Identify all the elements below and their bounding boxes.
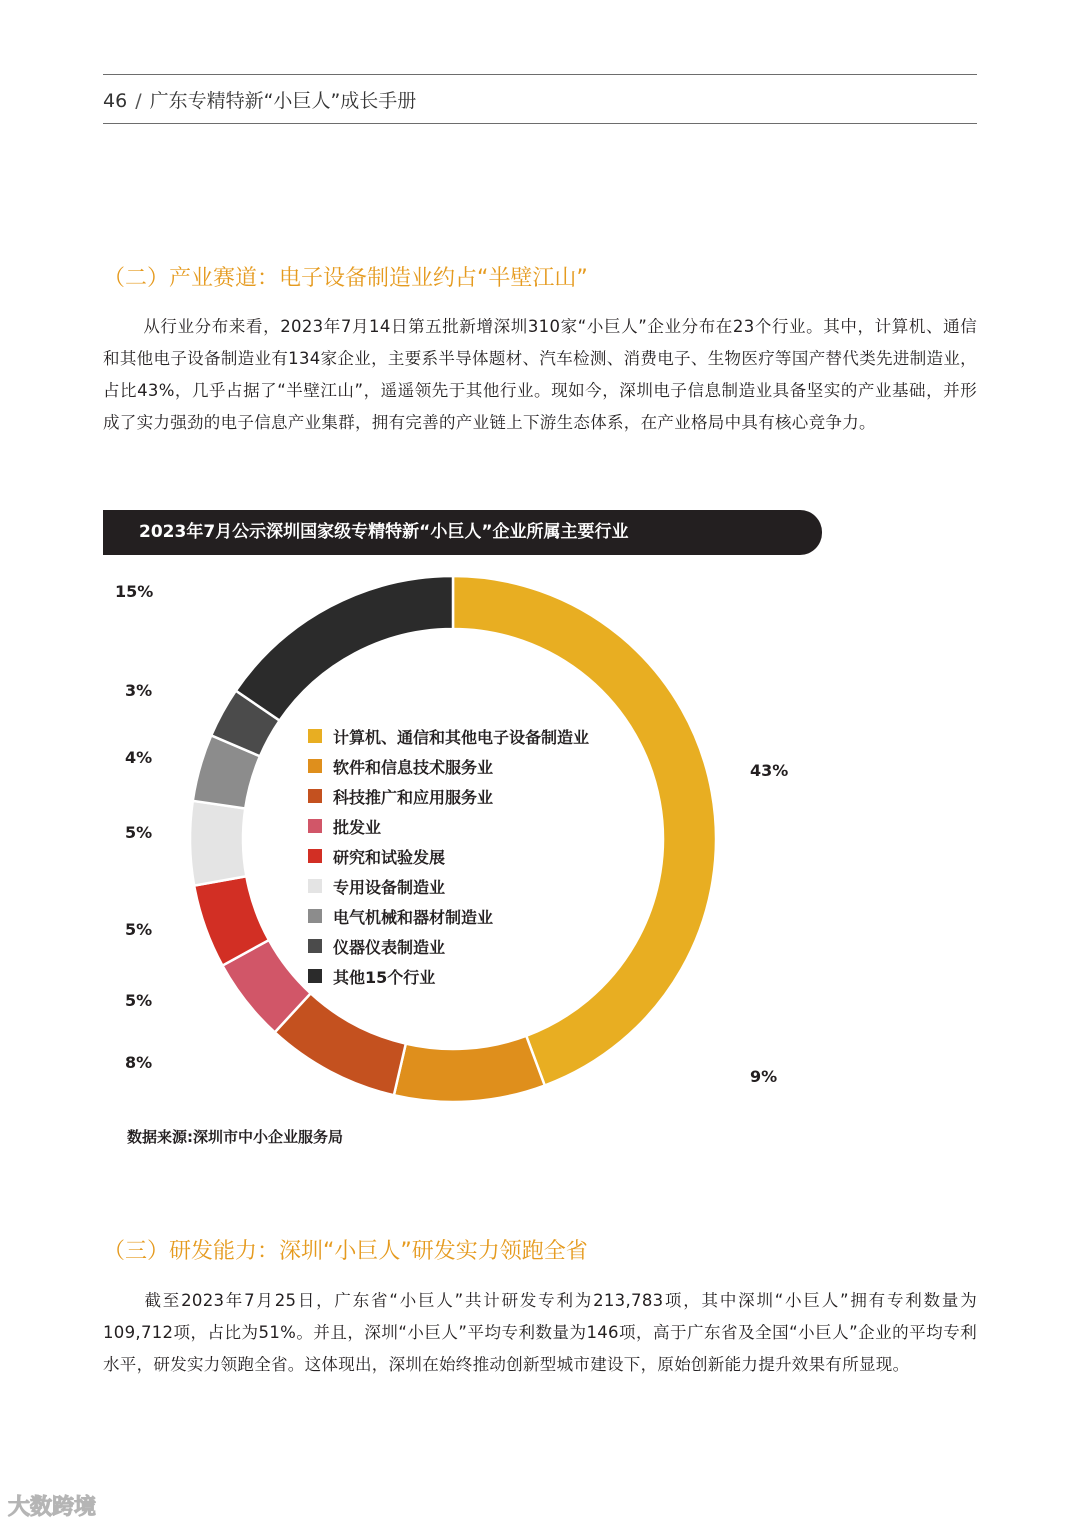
section-3-title: （三）研发能力：深圳“小巨人”研发实力领跑全省 <box>103 1239 588 1264</box>
legend-swatch <box>308 729 322 743</box>
book-title: 广东专精特新“小巨人”成长手册 <box>149 90 417 112</box>
pct-label-6: 4% <box>125 748 153 767</box>
header-separator: / <box>135 90 142 112</box>
legend-swatch <box>308 849 322 863</box>
legend-label: 计算机、通信和其他电子设备制造业 <box>333 727 590 747</box>
legend-item <box>308 871 589 901</box>
pct-label-0: 43% <box>750 761 789 780</box>
watermark: 大数跨境 <box>8 1495 97 1520</box>
legend-swatch <box>308 939 322 953</box>
legend-item <box>308 841 589 871</box>
pct-label-3: 5% <box>125 991 153 1010</box>
pct-label-4: 5% <box>125 920 153 939</box>
donut-slice-1 <box>394 1036 545 1102</box>
chart-legend <box>308 721 589 991</box>
section-3-body: 截至2023年7月25日，广东省“小巨人”共计研发专利为213,783项，其中深圳“小巨人”拥有专利数量为109,712项，占比为51%。并且，深圳“小巨人”平均专利数量为146项，高于广东省及全国“小巨人”企业的平均专利水平，研发实力领跑全省。这体现出，深圳在始终推动创新型城市建设下，原始创新能力提升效果有所显现。 <box>103 1291 977 1374</box>
pct-label-2: 8% <box>125 1053 153 1072</box>
legend-label: 电气机械和器材制造业 <box>333 907 494 927</box>
chart-source: 数据来源:深圳市中小企业服务局 <box>127 1128 344 1146</box>
legend-swatch <box>308 819 322 833</box>
section-2-body: 从行业分布来看，2023年7月14日第五批新增深圳310家“小巨人”企业分布在23个行业。其中，计算机、通信和其他电子设备制造业有134家企业，主要系半导体题材、汽车检测、消费电子、生物医疗等国产替代类先进制造业，占比43%，几乎占据了“半壁江山”，遥遥领先于其他行业。现如今，深圳电子信息制造业具备坚实的产业基础，并形成了实力强劲的电子信息产业集群，拥有完善的产业链上下游生态体系，在产业格局中具有核心竞争力。 <box>103 317 977 432</box>
legend-item <box>308 931 589 961</box>
legend-item <box>308 901 589 931</box>
pct-label-8: 15% <box>115 582 154 601</box>
legend-swatch <box>308 759 322 773</box>
legend-swatch <box>308 879 322 893</box>
donut-slice-5 <box>190 801 246 886</box>
legend-item <box>308 781 589 811</box>
pct-label-1: 9% <box>750 1067 778 1086</box>
legend-label: 科技推广和应用服务业 <box>333 787 494 807</box>
section-3-paragraph <box>103 1285 977 1381</box>
legend-swatch <box>308 789 322 803</box>
legend-item <box>308 751 589 781</box>
legend-item <box>308 961 589 991</box>
legend-item <box>308 721 589 751</box>
legend-swatch <box>308 909 322 923</box>
donut-slice-8 <box>236 576 453 721</box>
legend-label: 仪器仪表制造业 <box>333 937 446 957</box>
pct-label-7: 3% <box>125 681 153 700</box>
chart-title: 2023年7月公示深圳国家级专精特新“小巨人”企业所属主要行业 <box>103 510 822 555</box>
page-number: 46 <box>103 90 128 112</box>
legend-label: 软件和信息技术服务业 <box>333 757 494 777</box>
pct-label-5: 5% <box>125 823 153 842</box>
legend-label: 专用设备制造业 <box>333 877 446 897</box>
legend-label: 批发业 <box>333 817 382 837</box>
legend-label: 其他15个行业 <box>333 967 436 987</box>
section-2-title: （二）产业赛道：电子设备制造业约占“半壁江山” <box>103 266 588 291</box>
legend-swatch <box>308 969 322 983</box>
legend-item <box>308 811 589 841</box>
legend-label: 研究和试验发展 <box>333 847 446 867</box>
